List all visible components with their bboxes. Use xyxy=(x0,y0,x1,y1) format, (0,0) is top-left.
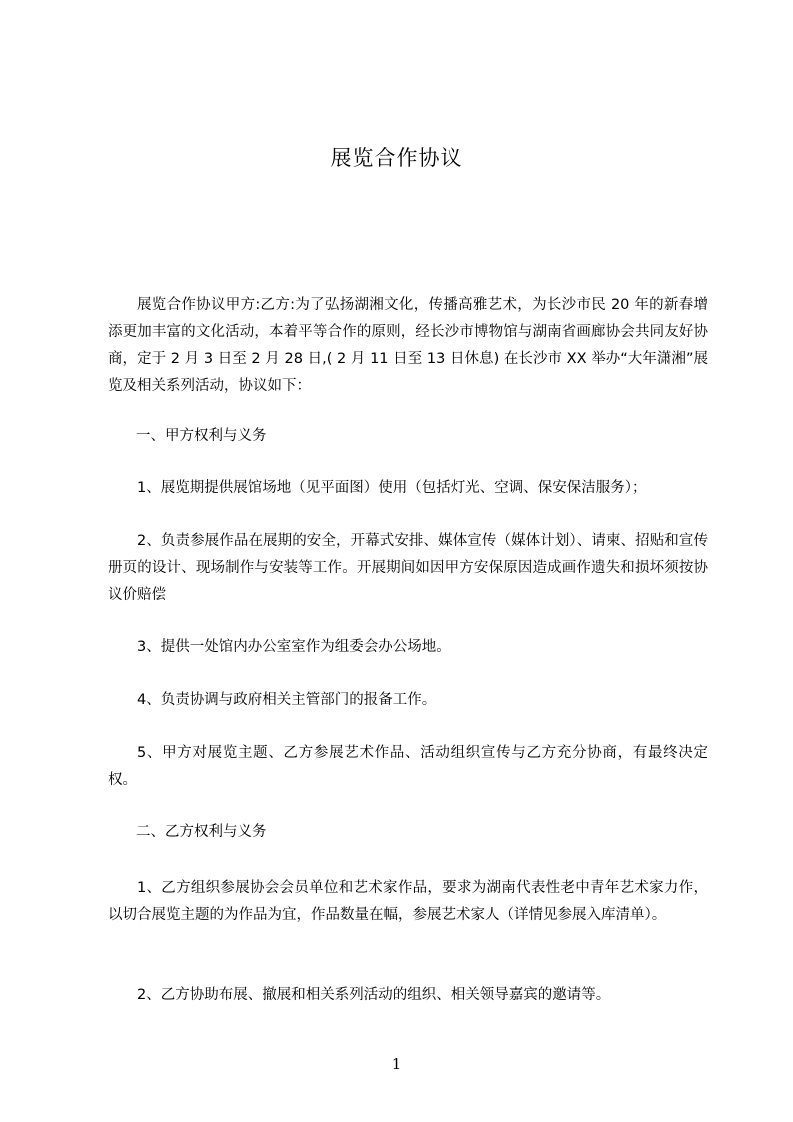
intro-paragraph: 展览合作协议甲方:乙方:为了弘扬湖湘文化，传播高雅艺术，为长沙市民 20 年的新春增添更加丰富的文化活动，本着平等合作的原则，经长沙市博物馆与湖南省画廊协会共同友好协商，定于 2 月 3 日至 2 月 28 日,( 2 月 11 日至 13 日休息) 在长沙市 XX 举办“大年潇湘”展览及相关系列活动，协议如下： xyxy=(108,297,708,394)
page-title: 展览合作协议 xyxy=(330,146,463,170)
section-b-heading: 二、乙方权利与义务 xyxy=(136,824,267,840)
section-a-item: 5、甲方对展览主题、乙方参展艺术作品、活动组织宣传与乙方充分协商，有最终决定权。 xyxy=(108,745,708,788)
section-a-item: 4、负责协调与政府相关主管部门的报备工作。 xyxy=(137,692,437,708)
page-number: 1 xyxy=(391,1055,402,1073)
section-a-heading: 一、甲方权利与义务 xyxy=(136,428,267,444)
section-a-item: 3、提供一处馆内办公室室作为组委会办公场地。 xyxy=(137,639,451,655)
section-a-item: 2、负责参展作品在展期的安全，开幕式安排、媒体宣传（媒体计划）、请柬、招贴和宣传册页的设计、现场制作与安装等工作。开展期间如因甲方安保原因造成画作遗失和损坏须按协议价赔偿 xyxy=(108,533,708,603)
section-a-item: 1、展览期提供展馆场地（见平面图）使用（包括灯光、空调、保安保洁服务）； xyxy=(137,480,647,496)
section-b-item: 1、乙方组织参展协会会员单位和艺术家作品，要求为湖南代表性老中青年艺术家力作，以切合展览主题的为作品为宜，作品数量在幅，参展艺术家人（详情见参展入库清单）。 xyxy=(108,880,708,923)
section-b-item: 2、乙方协助布展、撤展和相关系列活动的组织、相关领导嘉宾的邀请等。 xyxy=(137,987,611,1003)
